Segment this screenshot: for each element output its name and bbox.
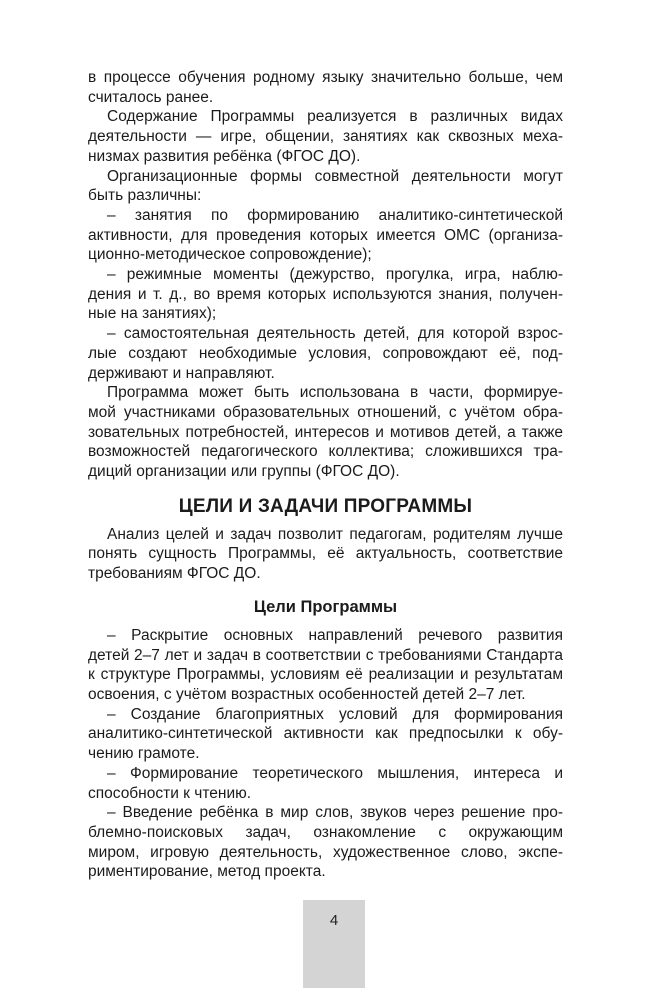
subsection-heading: Цели Программы — [253, 597, 398, 616]
text-line: понять сущность Программы, её актуальность, соответствие — [88, 545, 563, 563]
text-line: дения и т. д., во время которых используются знания, получен- — [88, 285, 563, 303]
text-line: быть различны: — [88, 187, 202, 205]
text-line: мой участниками образовательных отношений, с учётом обра- — [88, 403, 563, 421]
paragraph — [88, 383, 563, 482]
paragraph — [88, 265, 563, 324]
text-line: считалось ранее. — [88, 88, 214, 106]
text-line: Содержание Программы реализуется в различных видах — [107, 108, 563, 126]
paragraph — [88, 764, 563, 803]
text-line: к структуре Программы, условиям её реализации и результатам — [88, 666, 563, 684]
text-line: – Формирование теоретического мышления, интереса и — [107, 764, 563, 782]
text-line: – Раскрытие основных направлений речевого развития — [107, 626, 563, 644]
text-line: лые создают необходимые условия, сопровождают её, под- — [88, 344, 563, 362]
text-line: – Введение ребёнка в мир слов, звуков через решение про- — [107, 804, 563, 822]
text-line: способности к чтению. — [88, 784, 252, 802]
paragraph — [88, 525, 563, 584]
text-line: ные на занятиях); — [88, 305, 217, 323]
text-line: миром, игровую деятельность, художественное слово, экспе- — [88, 843, 563, 861]
text-line: активности, для проведения которых имеется ОМС (организа- — [88, 226, 563, 244]
text-line: зовательных потребностей, интересов и мотивов детей, а также — [88, 423, 563, 441]
paragraph — [88, 167, 563, 206]
text-line: – Создание благоприятных условий для формирования — [107, 705, 563, 723]
paragraph — [88, 626, 563, 705]
text-line: – режимные моменты (дежурство, прогулка, игра, наблю- — [107, 266, 563, 284]
text-line: возможностей педагогического коллектива; сложившихся тра- — [88, 443, 563, 461]
text-line: Организационные формы совместной деятельности могут — [107, 167, 563, 185]
text-line: Программа может быть использована в части, формируе- — [107, 384, 563, 402]
text-line: низмах развития ребёнка (ФГОС ДО). — [88, 147, 361, 165]
text-line: аналитико-синтетической активности как предпосылки к обу- — [88, 725, 563, 743]
text-line: – занятия по формированию аналитико-синтетической — [107, 206, 563, 224]
paragraph — [88, 107, 563, 166]
text-line: ционно-методическое сопровождение); — [88, 246, 372, 264]
text-line: риментирование, метод проекта. — [88, 863, 326, 881]
text-line: – самостоятельная деятельность детей, для которой взрос- — [107, 325, 563, 343]
page-number-box — [303, 900, 365, 988]
page-content — [88, 68, 563, 882]
text-line: держивают и направляют. — [88, 364, 275, 382]
page-number: 4 — [329, 912, 339, 929]
text-line: Анализ целей и задач позволит педагогам, родителям лучше — [107, 525, 563, 543]
paragraph — [88, 324, 563, 383]
text-line: в процессе обучения родному языку значительно больше, чем — [88, 69, 563, 86]
text-line: освоения, с учётом возрастных особенностей детей 2–7 лет. — [88, 685, 526, 703]
section-heading: ЦЕЛИ И ЗАДАЧИ ПРОГРАММЫ — [178, 495, 473, 517]
text-line: требованиям ФГОС ДО. — [88, 565, 261, 583]
paragraph — [88, 803, 563, 882]
text-line: чению грамоте. — [88, 745, 200, 763]
text-line: блемно-поисковых задач, ознакомление с окружающим — [88, 823, 563, 841]
paragraph — [88, 68, 563, 107]
text-line: диций организации или группы (ФГОС ДО). — [88, 463, 400, 481]
text-line: детей 2–7 лет и задач в соответствии с требованиями Стандарта — [88, 646, 563, 664]
paragraph — [88, 705, 563, 764]
paragraph — [88, 206, 563, 265]
text-line: деятельности — игре, общении, занятиях как сквозных меха- — [88, 128, 563, 146]
